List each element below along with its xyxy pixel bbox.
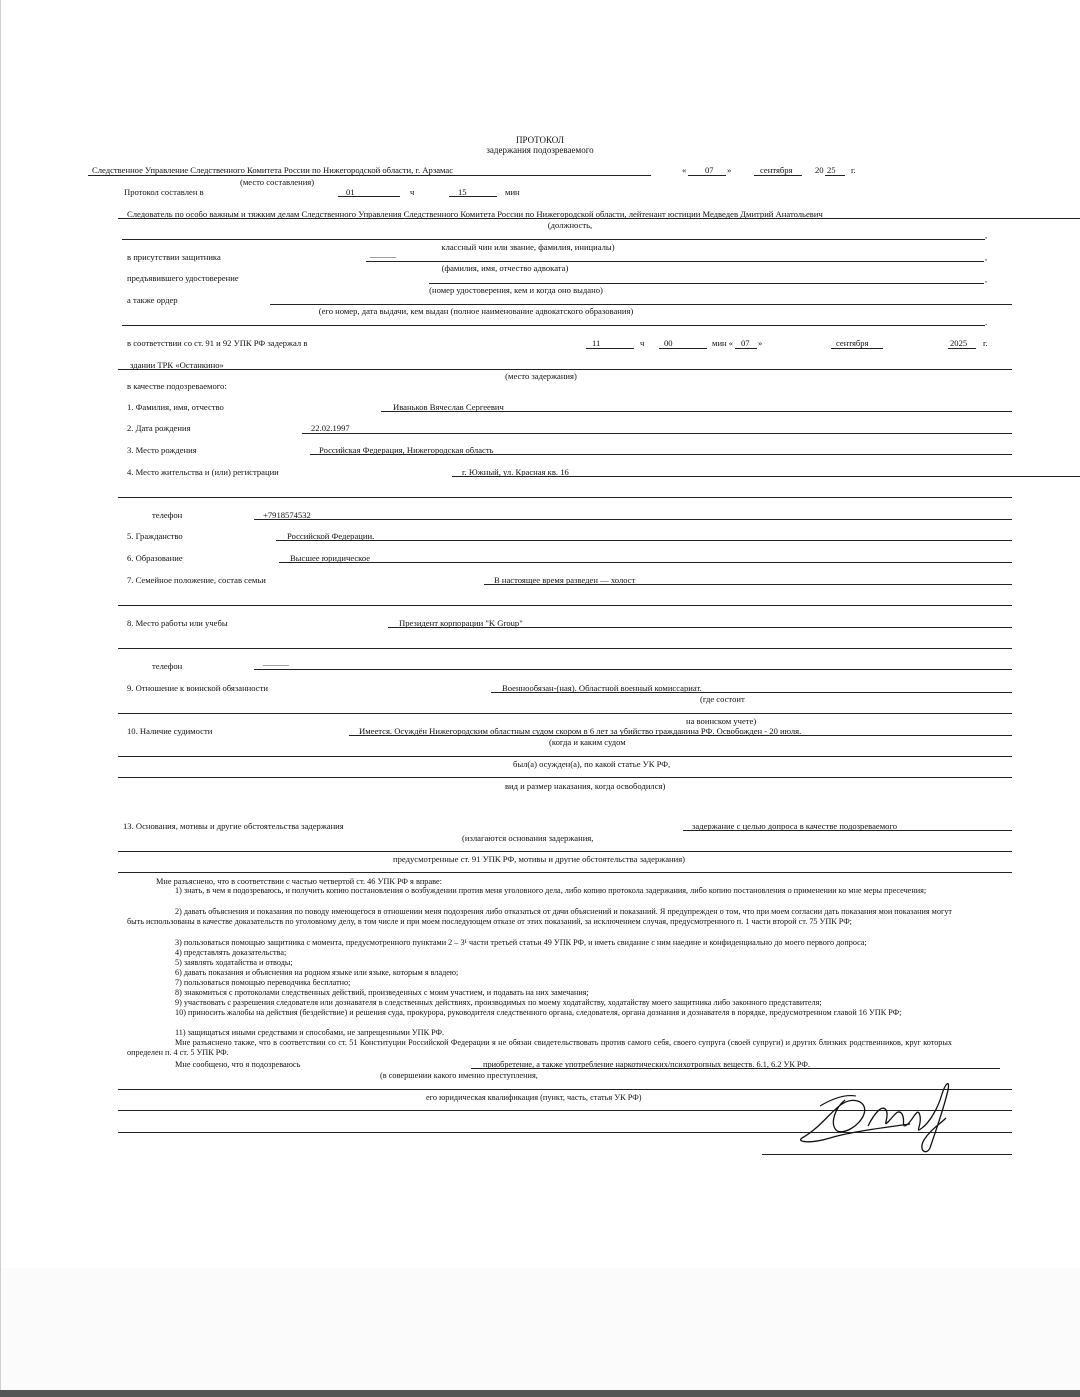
field-birthplace-value: Российская Федерация, Нижегородская область: [319, 445, 494, 455]
date-year-label: г.: [851, 165, 856, 175]
investigator-line-2: [122, 239, 985, 240]
detained-label: в соответствии со ст. 91 и 92 УПК РФ задержал в: [127, 338, 308, 348]
detention-place-caption: (место задержания): [505, 371, 577, 381]
field-citizenship-label: 5. Гражданство: [127, 531, 183, 541]
time-hours: 01: [346, 187, 355, 197]
field-citizenship-value: Российской Федерации.: [287, 531, 375, 541]
time-minutes-label: мин: [505, 187, 520, 197]
order-line: [270, 304, 1012, 305]
investigator-comma: ,: [985, 230, 988, 240]
grounds-caption-basis: (излагаются основания задержания,: [462, 833, 594, 843]
detained-month: сентября: [836, 338, 869, 348]
field-work-phone-label: телефон: [152, 661, 183, 671]
detained-hours-label: ч: [640, 338, 645, 348]
suspicion-caption-qualification: его юридическая квалификация (пункт, часть, статья УК РФ): [426, 1093, 642, 1102]
field-citizenship-line: [276, 540, 1012, 541]
rights-item-10: 10) приносить жалобы на действия (бездействие) и решения суда, прокурора, руководителя следственного органа, следователя, органа дознания и дознавателя в порядке, предусмотренном главой 16 УПК РФ;: [175, 1008, 902, 1017]
field-record-value: Имеется. Осуждён Нижегородским областным судом скором в 6 лет за убийство гражданина РФ. Освобожден - 20 июля.: [359, 726, 802, 736]
certificate-comma: ,: [985, 274, 988, 284]
time-hours-line: [338, 196, 400, 197]
field-phone-value: +7918574532: [263, 510, 311, 520]
record-caption-article: был(а) осужден(а), по какой статье УК РФ,: [513, 759, 671, 769]
grounds-caption-motives: предусмотренные ст. 91 УПК РФ, мотивы и другие обстоятельства задержания): [393, 854, 686, 864]
field-phone-line: [254, 519, 1012, 520]
date-year-suffix: 25: [827, 165, 836, 175]
field-birthplace-label: 3. Место рождения: [127, 445, 197, 455]
detained-minutes: 00: [664, 338, 673, 348]
date-day-line: [688, 175, 726, 176]
field-family-line: [484, 584, 1012, 585]
detained-day: 07: [741, 338, 750, 348]
time-hours-label: ч: [410, 187, 415, 197]
field-education-value: Высшее юридическое: [290, 553, 371, 563]
bottom-border: [0, 1390, 1080, 1397]
suspicion-value: приобретение, а также употребление наркотических/психотропных веществ. 6.1, 6.2 УК РФ.: [483, 1060, 811, 1069]
certificate-line: [429, 283, 984, 284]
field-education-line: [279, 562, 1012, 563]
defender-label: в присутствии защитника: [127, 252, 221, 262]
field-fio-value: Иваньков Вячеслав Сергеевич: [393, 402, 504, 412]
field-grounds-label: 13. Основания, мотивы и другие обстоятельства задержания: [123, 821, 344, 831]
defender-value: ———: [370, 251, 396, 261]
detained-hours-line: [586, 348, 634, 349]
rights-item-1: 1) знать, в чем я подозреваюсь, и получить копию постановления о возбуждении против меня уголовного дела, либо копию протокола задержания, либо копию постановления о применении ко мне меры пресечения;: [175, 886, 927, 895]
place-caption: (место составления): [240, 177, 315, 187]
field-family-value: В настоящее время разведен — холост: [494, 575, 636, 585]
record-caption-court: (когда и каким судом: [549, 737, 626, 747]
order-caption: (его номер, дата выдачи, кем выдан (полное наименование адвокатского образования): [318, 306, 634, 316]
field-record-label: 10. Наличие судимости: [127, 726, 213, 736]
date-day: 07: [705, 165, 714, 175]
rights-item-12: Мне разъяснено также, что в соответствии со ст. 51 Конституции Российской Федерации я не обязан свидетельствовать против самого себя, своего супруга (своей супруги) и других близких родственников, круг которых определен п. 4 ст. 5 УПК РФ.: [127, 1038, 952, 1058]
detained-hours: 11: [592, 338, 601, 348]
field-family-label: 7. Семейное положение, состав семьи: [127, 575, 266, 585]
rights-item-7: 7) пользоваться помощью переводчика бесплатно;: [175, 978, 351, 987]
detained-year-label: г.: [983, 338, 988, 348]
certificate-caption: (номер удостоверения, кем и когда оно выдано): [429, 285, 603, 295]
rights-item-8: 8) знакомиться с протоколами следственных действий, произведенных с моим участием, и подавать на них замечания;: [175, 988, 589, 997]
military-caption-registry: на воинском учете): [686, 716, 757, 726]
suspicion-line: [471, 1068, 1000, 1069]
field-military-line: [491, 692, 1012, 693]
detained-close-quote: »: [758, 338, 763, 348]
signature-line: [762, 1154, 1012, 1155]
defender-comma: ,: [985, 252, 988, 262]
rights-item-6: 6) давать показания и объяснения на родном языке или языке, которым я владею;: [175, 968, 459, 977]
field-record-line-3: [118, 777, 1012, 778]
detained-year: 2025: [950, 338, 968, 348]
field-birthdate-line: [302, 433, 1012, 434]
order-line-2: [122, 325, 985, 326]
detention-place-value: здании ТРК «Останкино»: [130, 360, 224, 370]
field-military-value: Военнообязан-(ная). Областной военный комиссариат.: [502, 683, 702, 693]
rights-item-5: 5) заявлять ходатайства и отводы;: [175, 958, 293, 967]
field-phone-label: телефон: [152, 510, 183, 520]
date-year-line: [825, 175, 845, 176]
investigator-value: Следователь по особо важным и тяжким делам Следственного Управления Следственного Комитета России по Нижегородской области, лейтенант юстиции Медведев Дмитрий Анатольевич: [127, 209, 823, 219]
detained-minutes-line: [659, 348, 707, 349]
military-caption-where: (где состоит: [700, 694, 745, 704]
detained-year-line: [948, 348, 976, 349]
field-work-phone-line: [254, 669, 1012, 670]
field-grounds-line-2: [118, 851, 1012, 852]
rights-intro: Мне разъяснено, что в соответствии с частью четвертой ст. 46 УПК РФ я вправе:: [156, 877, 442, 886]
field-birthdate-value: 22.02.1997: [311, 423, 350, 433]
record-caption-sentence: вид и размер наказания, когда освободился): [505, 781, 666, 791]
detained-day-line: [735, 348, 757, 349]
field-fio-label: 1. Фамилия, имя, отчество: [127, 402, 224, 412]
investigator-caption-rank: классный чин или звание, фамилия, инициалы): [441, 242, 615, 252]
field-grounds-line-3: [118, 872, 1012, 873]
rights-item-11: 11) защищаться иными средствами и способами, не запрещенными УПК РФ.: [175, 1028, 445, 1037]
field-family-line-2: [118, 605, 1012, 606]
field-work-value: Президент корпорации "K Group": [399, 618, 523, 628]
rights-item-9: 9) участвовать с разрешения следователя или дознавателя в следственных действиях, производимых по моему ходатайству, ходатайству моего защитника либо законного представителя;: [175, 998, 822, 1007]
place-value: Следственное Управление Следственного Комитета России по Нижегородской области, г. Арзамас: [92, 165, 454, 175]
left-edge: [0, 0, 1, 1390]
rights-item-3: 3) пользоваться помощью защитника с момента, предусмотренного пунктами 2 – 3¹ части третьей статьи 49 УПК РФ, и иметь свидание с ним наедине и конфиденциально до моего первого допроса;: [175, 938, 867, 947]
time-label: Протокол составлен в: [124, 187, 204, 197]
field-grounds-value: задержание с целью допроса в качестве подозреваемого: [692, 821, 898, 831]
date-month-line: [754, 175, 802, 176]
field-work-phone-value: ———: [263, 659, 289, 669]
date-close-quote: »: [727, 165, 732, 175]
suspicion-caption-crime: (в совершении какого именно преступления,: [380, 1071, 538, 1080]
suspicion-label: Мне сообщено, что я подозреваюсь: [175, 1060, 301, 1069]
signature-image: [790, 1078, 960, 1158]
field-military-label: 9. Отношение к воинской обязанности: [127, 683, 268, 693]
certificate-label: предъявившего удостоверение: [127, 273, 239, 283]
field-birthplace-line: [310, 454, 1012, 455]
investigator-caption-position: (должность,: [547, 220, 593, 230]
as-suspect-label: в качестве подозреваемого:: [127, 381, 227, 391]
time-minutes-line: [449, 196, 497, 197]
field-fio-line: [381, 411, 1012, 412]
detained-minutes-label: мин «: [712, 338, 734, 348]
field-residence-line: [452, 476, 1080, 477]
field-work-line-2: [118, 648, 1012, 649]
date-year-prefix: 20: [815, 165, 824, 175]
place-line: [88, 175, 651, 176]
field-grounds-line: [683, 830, 1012, 831]
field-residence-value: г. Южный, ул. Красная кв. 16: [462, 467, 569, 477]
defender-line: [366, 261, 984, 262]
time-minutes: 15: [458, 187, 467, 197]
detention-place-line: [118, 369, 1012, 370]
defender-caption: (фамилия, имя, отчество адвоката): [441, 263, 569, 273]
date-month: сентября: [760, 165, 793, 175]
order-label: а также ордер: [127, 295, 178, 305]
field-birthdate-label: 2. Дата рождения: [127, 423, 191, 433]
field-residence-line-2: [118, 497, 1012, 498]
page-footer-area: [0, 1268, 1080, 1390]
document-title: ПРОТОКОЛ: [516, 135, 564, 145]
field-education-label: 6. Образование: [127, 553, 183, 563]
field-record-line-2: [118, 756, 1012, 757]
rights-item-2: 2) давать объяснения и показания по поводу имеющегося в отношении меня подозрения либо отказаться от дачи объяснений и показаний. Я предупрежден о том, что при моем согласии дать показания мои показания могут быть использованы в качестве доказательств по уголовному делу, в том числе и при моем последующем отказе от этих показаний, за исключением случая, предусмотренного п. 1 части второй ст. 75 УПК РФ;: [127, 907, 952, 927]
field-work-label: 8. Место работы или учебы: [127, 618, 228, 628]
field-record-line: [349, 735, 1012, 736]
date-open-quote: «: [682, 165, 687, 175]
rights-item-4: 4) представлять доказательства;: [175, 948, 287, 957]
field-military-line-2: [118, 713, 1012, 714]
detained-month-line: [831, 348, 883, 349]
field-residence-label: 4. Место жительства и (или) регистрации: [127, 467, 279, 477]
document-subtitle: задержания подозреваемого: [486, 145, 594, 155]
investigator-line: [118, 218, 1080, 219]
order-period: .: [985, 317, 988, 327]
field-work-line: [388, 627, 1012, 628]
